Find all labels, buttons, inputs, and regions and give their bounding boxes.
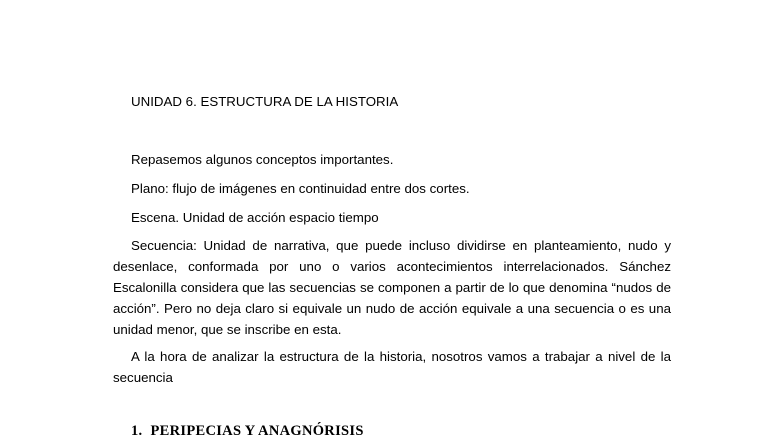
unit-title: UNIDAD 6. ESTRUCTURA DE LA HISTORIA xyxy=(131,94,399,109)
paragraph-secuencia: Secuencia: Unidad de narrativa, que puede incluso dividirse en planteamiento, nudo y desenlace, conformada por uno o varios acontecimientos interrelacionados. Sánchez Escalonilla considera que las secuencias se componen a partir de lo que denomina “nudos de acción”. Pero no deja claro si equivale un nudo de acción equivale a una secuencia o es una unidad menor, que se inscribe en esta. xyxy=(113,238,671,337)
section-title: PERIPECIAS Y ANAGNÓRISIS xyxy=(150,423,364,439)
section-number: 1. xyxy=(131,423,143,439)
paragraph-plano: Plano: flujo de imágenes en continuidad entre dos cortes. xyxy=(131,181,470,196)
paragraph-intro: Repasemos algunos conceptos importantes. xyxy=(131,152,394,167)
paragraph-escena: Escena. Unidad de acción espacio tiempo xyxy=(131,210,379,225)
paragraph-analysis: A la hora de analizar la estructura de la historia, nosotros vamos a trabajar a nivel de la secuencia xyxy=(113,349,671,385)
section-heading xyxy=(131,423,364,440)
